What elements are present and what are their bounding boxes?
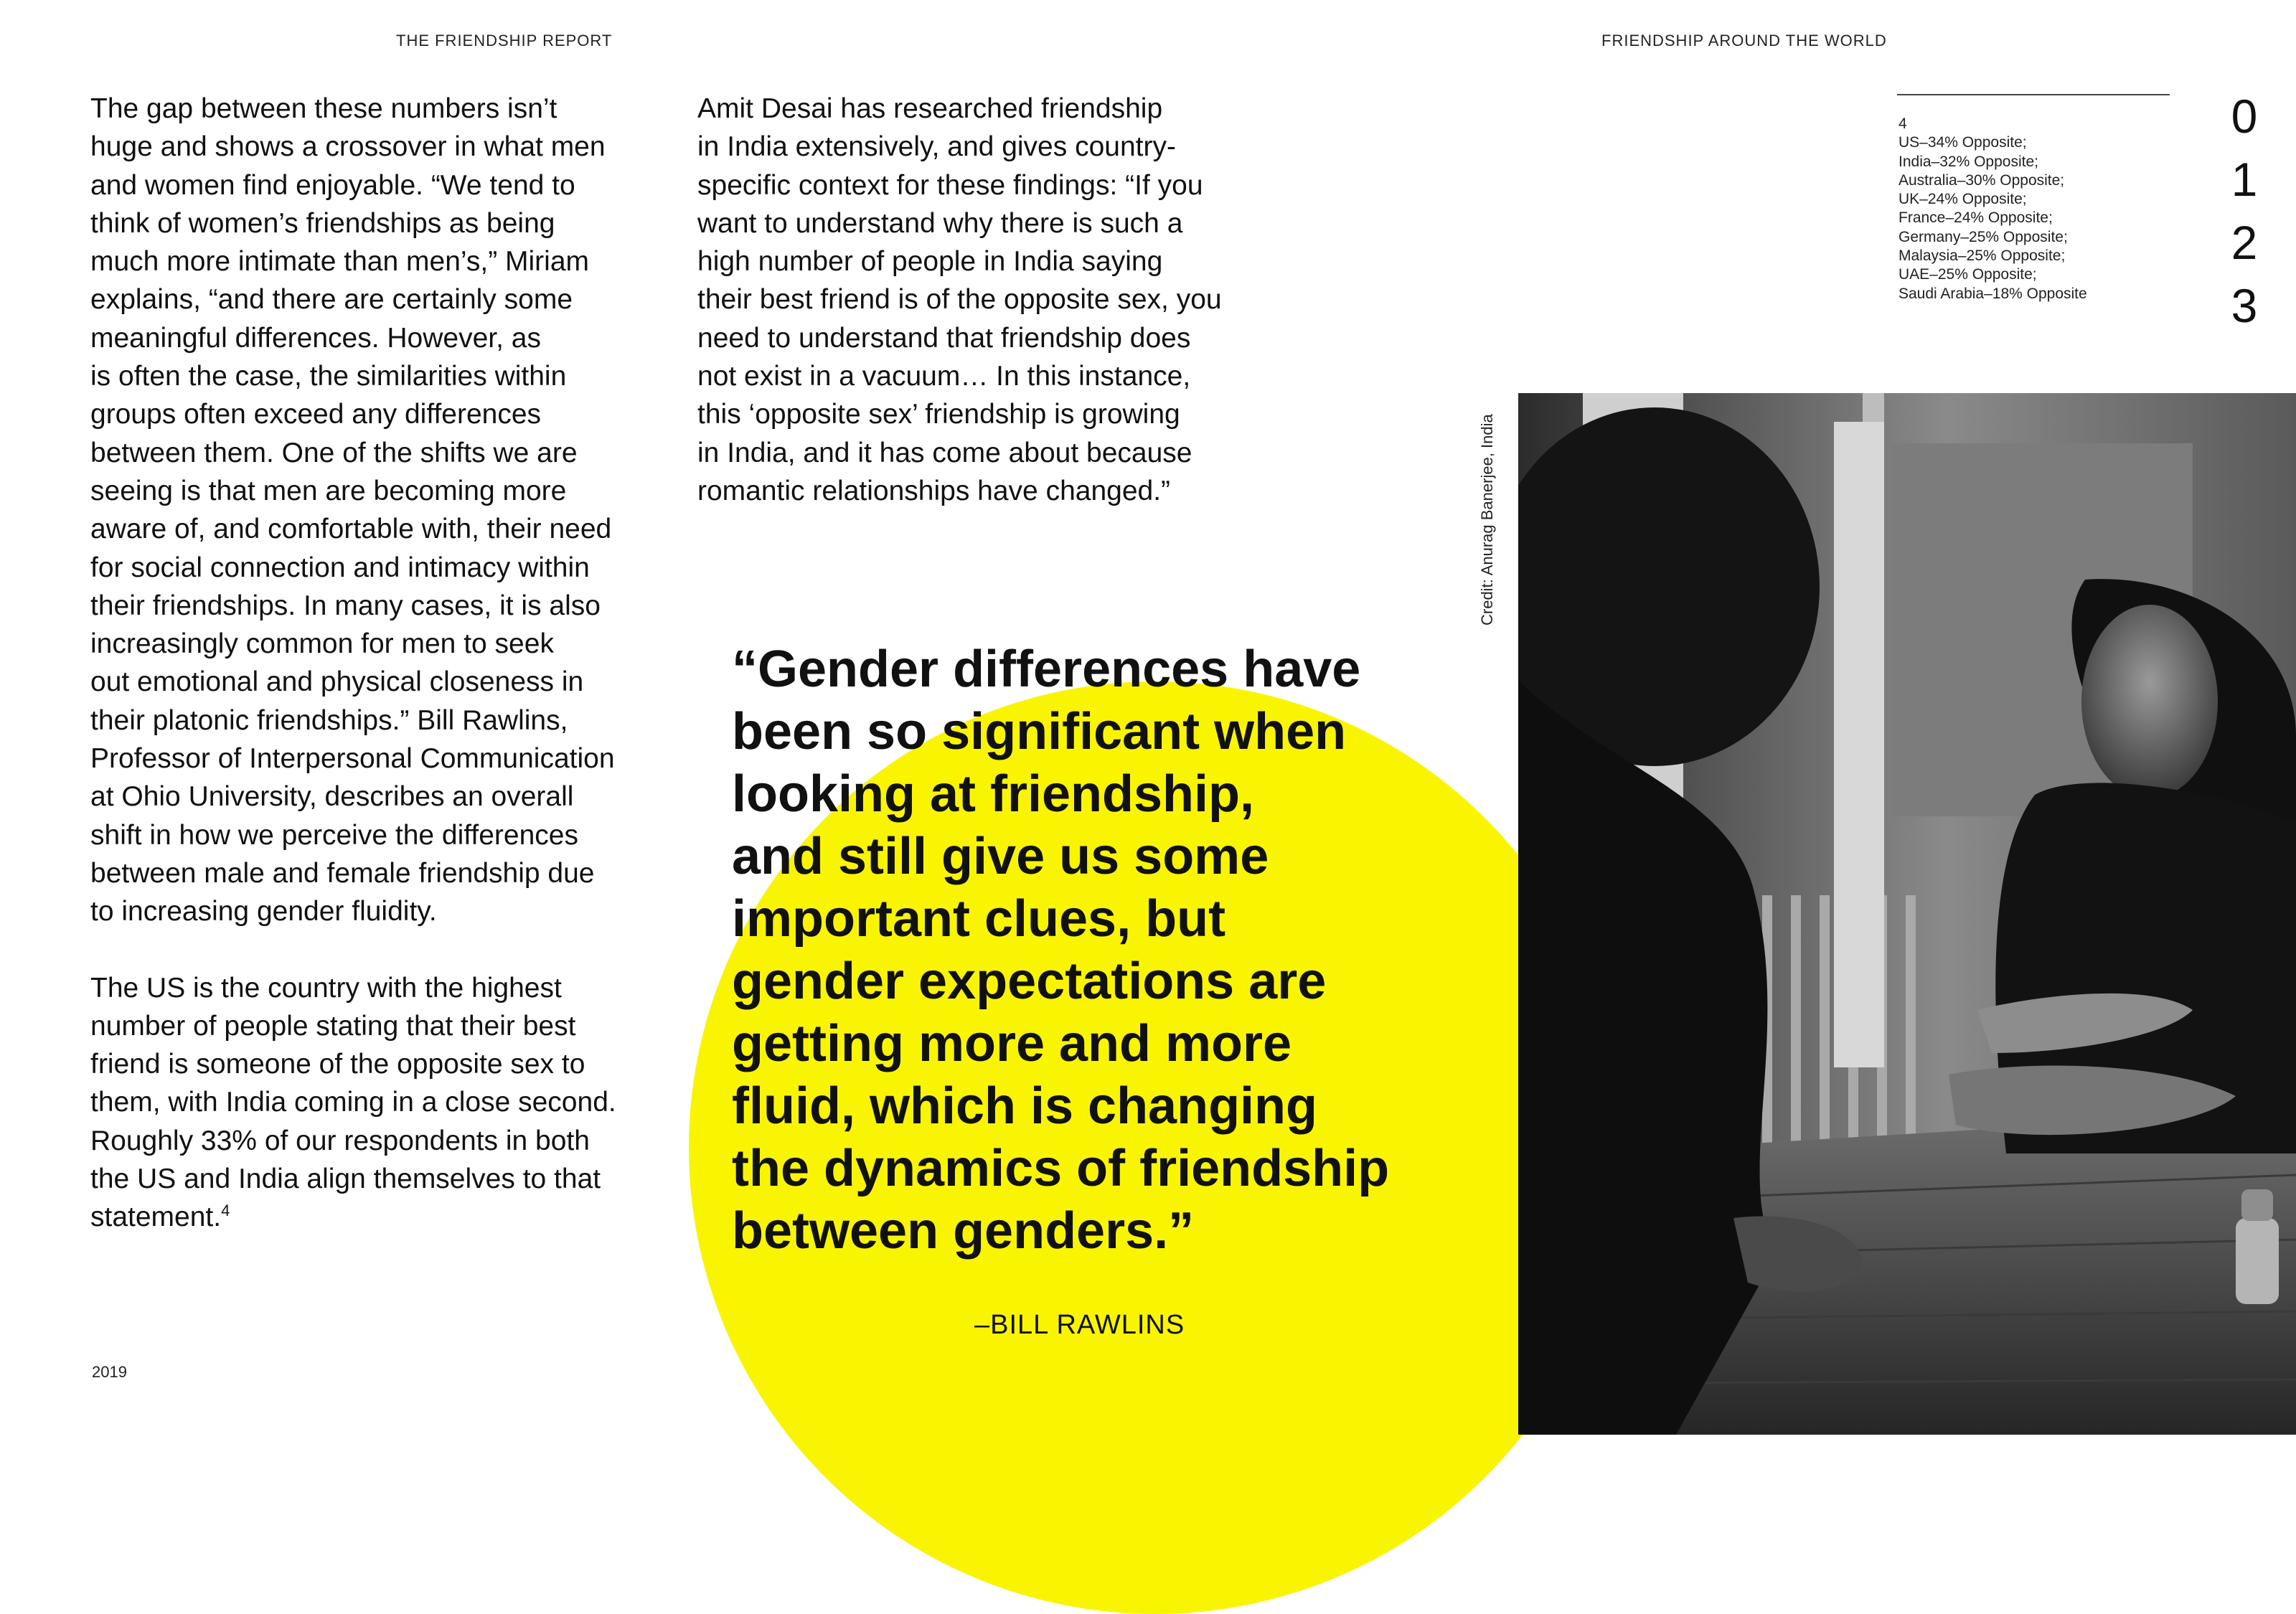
footnote-line: Australia–30% Opposite; [1899,171,2065,189]
pull-quote-attribution: –BILL RAWLINS [974,1310,1185,1340]
running-head-right: FRIENDSHIP AROUND THE WORLD [1601,32,1887,49]
footnote-line: UK–24% Opposite; [1899,191,2027,208]
photo-credit: Credit: Anurag Banerjee, India [1478,414,1496,626]
footnote-line: France–24% Opposite; [1899,209,2053,227]
footnote [1899,115,2087,303]
footnote-line: Malaysia–25% Opposite; [1899,247,2066,265]
footnote-reference: 4 [221,1202,230,1220]
footnote-line: India–32% Opposite; [1899,153,2038,170]
page-folio: 2019 [92,1363,127,1381]
footnote-number: 4 [1899,115,1907,132]
footnote-line: Germany–25% Opposite; [1899,228,2068,245]
footnote-line: US–34% Opposite; [1899,134,2027,151]
body-paragraph-2-text: The US is the country with the highest number of people stating that their best friend is someone of the opposite sex to them, with India coming in a close second. Roughly 33% of our respondents in both the US and India align themselves to that statement. [90,972,616,1233]
body-column-1 [90,90,686,1237]
pull-quote-text: “Gender differences have been so significant when looking at friendship, and still give us some important clues, but gender expectations are getting more and more fluid, which is changing the dynamics of friendship between genders.” [732,641,1390,1260]
friends-photo [1518,393,2296,1435]
footnote-line: Saudi Arabia–18% Opposite [1899,285,2087,302]
page-index-item: 2 [2231,216,2258,269]
page-index-item: 3 [2231,279,2258,332]
body-paragraph-2 [90,969,686,1237]
pull-quote [732,638,1478,1263]
body-paragraph-3: Amit Desai has researched friendship in India extensively, and gives country- specific context for these findings: “If you want to understand why there is such a high number of people in India saying their best friend is of the opposite sex, you need to understand that friendship does not exist in a vacuum… In this instance, this ‘opposite sex’ friendship is growing in India, and it has come about because romantic relationships have changed.” [697,93,1222,506]
page-index-item: 0 [2231,90,2258,143]
footnote-rule [1897,94,2170,95]
footnote-line: UAE–25% Opposite; [1899,266,2037,283]
page-index-item: 1 [2231,153,2258,206]
body-column-2 [697,90,1314,510]
friends-photo-drawing [1518,393,2296,1435]
running-head-left: THE FRIENDSHIP REPORT [396,32,613,49]
page-index [2223,85,2266,337]
body-paragraph-1: The gap between these numbers isn’t huge and shows a crossover in what men and women find enjoyable. “We tend to think of women’s friendships as being much more intimate than men’s,” Miriam explains, “and there are certainly some meaningful differences. However, as is often the case, the similarities within groups often exceed any differences between them. One of the shifts we are seeing is that men are becoming more aware of, and comfortable with, their need for social connection and intimacy within their friendships. In many cases, it is also increasingly common for men to seek out emotional and physical closeness in their platonic friendships.” Bill Rawlins, Professor of Interpersonal Communication at Ohio University, describes an overall shift in how we perceive the differences between male and female friendship due to increasing gender fluidity. [90,93,615,928]
